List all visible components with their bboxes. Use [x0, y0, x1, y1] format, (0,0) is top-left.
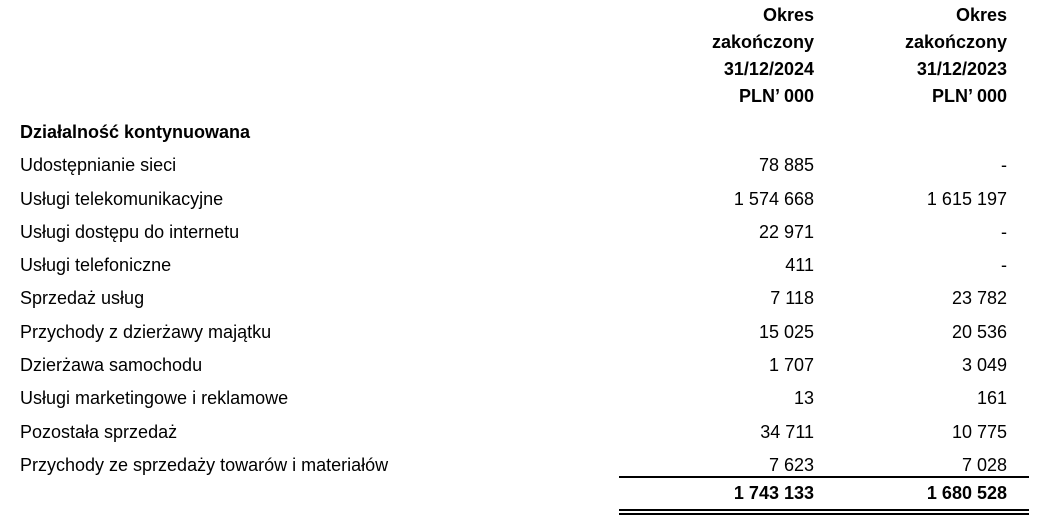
- column-header-line: PLN’ 000: [931, 86, 1007, 106]
- table-row: [0, 216, 1054, 249]
- column-header-line: 31/12/2023: [916, 59, 1007, 79]
- value-2024: 1 574 668: [733, 188, 814, 209]
- value-2024: 15 025: [758, 321, 814, 342]
- value-2024: 1 707: [768, 355, 814, 376]
- column-header-line: 31/12/2024: [723, 59, 814, 79]
- column-header-line: zakończony: [904, 32, 1007, 52]
- total-2024: 1 743 133: [733, 483, 814, 503]
- value-2024: 7 118: [770, 288, 814, 309]
- value-2023: 10 775: [951, 421, 1007, 442]
- row-label: Przychody z dzierżawy majątku: [20, 321, 272, 342]
- table-body: [0, 116, 1054, 482]
- row-label: Usługi telekomunikacyjne: [20, 188, 224, 209]
- value-2023: 1 615 197: [926, 188, 1007, 209]
- value-2023: -: [1001, 155, 1007, 176]
- table-row: [0, 249, 1054, 282]
- column-header-line: zakończony: [711, 32, 814, 52]
- row-label: Usługi dostępu do internetu: [20, 221, 240, 242]
- value-2023: 161: [976, 388, 1007, 409]
- table-row: [0, 183, 1054, 216]
- row-label: Pozostała sprzedaż: [20, 421, 178, 442]
- table-row: [0, 382, 1054, 415]
- total-2023: 1 680 528: [926, 483, 1007, 503]
- row-label: Dzierżawa samochodu: [20, 355, 203, 376]
- section-heading-row: [0, 116, 1054, 149]
- value-2024: 22 971: [758, 221, 814, 242]
- total-row: [0, 478, 1054, 509]
- value-2024: 7 623: [768, 454, 814, 475]
- column-header-2024: [614, 2, 814, 110]
- value-2023: 20 536: [951, 321, 1007, 342]
- row-label: Udostępnianie sieci: [20, 155, 177, 176]
- value-2024: 13: [793, 388, 814, 409]
- row-label: Sprzedaż usług: [20, 288, 145, 309]
- total-double-rule-upper: [619, 509, 1029, 511]
- value-2024: 78 885: [758, 155, 814, 176]
- row-label: Usługi marketingowe i reklamowe: [20, 388, 289, 409]
- total-double-rule-lower: [619, 513, 1029, 515]
- row-label: Przychody ze sprzedaży towarów i materiałów: [20, 454, 389, 475]
- column-header-line: Okres: [762, 5, 814, 25]
- table-row: [0, 316, 1054, 349]
- row-label: Usługi telefoniczne: [20, 255, 172, 276]
- column-header-line: PLN’ 000: [738, 86, 814, 106]
- value-2023: -: [1001, 221, 1007, 242]
- table-row: [0, 349, 1054, 382]
- value-2023: 3 049: [961, 355, 1007, 376]
- value-2024: 34 711: [760, 421, 814, 442]
- value-2023: -: [1001, 255, 1007, 276]
- value-2023: 7 028: [961, 454, 1007, 475]
- section-title: Działalność kontynuowana: [20, 122, 251, 142]
- column-header-line: Okres: [955, 5, 1007, 25]
- table-row: [0, 149, 1054, 182]
- table-row: [0, 416, 1054, 449]
- table-row: [0, 282, 1054, 315]
- value-2024: 411: [785, 255, 814, 276]
- value-2023: 23 782: [951, 288, 1007, 309]
- column-header-2023: [807, 2, 1007, 110]
